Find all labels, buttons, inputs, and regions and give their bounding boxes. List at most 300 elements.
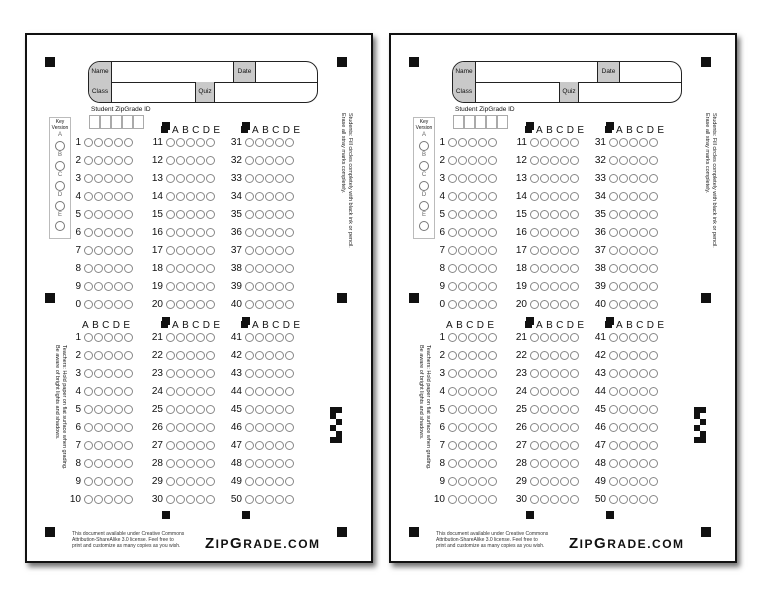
answer-bubble[interactable] (206, 228, 215, 237)
answer-bubble[interactable] (124, 138, 133, 147)
answer-bubble[interactable] (84, 246, 93, 255)
answer-bubble[interactable] (196, 351, 205, 360)
answer-bubble[interactable] (255, 264, 264, 273)
answer-bubble[interactable] (468, 174, 477, 183)
answer-bubble[interactable] (114, 459, 123, 468)
answer-bubble[interactable] (124, 264, 133, 273)
answer-bubble[interactable] (124, 495, 133, 504)
answer-bubble[interactable] (124, 246, 133, 255)
answer-bubble[interactable] (609, 210, 618, 219)
answer-bubble[interactable] (84, 459, 93, 468)
answer-bubble[interactable] (629, 282, 638, 291)
answer-bubble[interactable] (84, 495, 93, 504)
answer-bubble[interactable] (629, 351, 638, 360)
answer-bubble[interactable] (114, 387, 123, 396)
answer-bubble[interactable] (468, 351, 477, 360)
answer-bubble[interactable] (255, 282, 264, 291)
answer-bubble[interactable] (275, 300, 284, 309)
answer-bubble[interactable] (114, 441, 123, 450)
answer-bubble[interactable] (550, 369, 559, 378)
answer-bubble[interactable] (629, 441, 638, 450)
answer-bubble[interactable] (166, 441, 175, 450)
answer-bubble[interactable] (530, 138, 539, 147)
answer-bubble[interactable] (245, 459, 254, 468)
answer-bubble[interactable] (468, 282, 477, 291)
answer-bubble[interactable] (245, 156, 254, 165)
answer-bubble[interactable] (186, 210, 195, 219)
answer-bubble[interactable] (649, 423, 658, 432)
answer-bubble[interactable] (619, 264, 628, 273)
answer-bubble[interactable] (124, 477, 133, 486)
answer-bubble[interactable] (560, 405, 569, 414)
answer-bubble[interactable] (540, 477, 549, 486)
answer-bubble[interactable] (206, 156, 215, 165)
answer-bubble[interactable] (124, 387, 133, 396)
date-field[interactable] (619, 62, 681, 82)
answer-bubble[interactable] (124, 423, 133, 432)
answer-bubble[interactable] (639, 441, 648, 450)
answer-bubble[interactable] (265, 264, 274, 273)
answer-bubble[interactable] (530, 192, 539, 201)
answer-bubble[interactable] (124, 369, 133, 378)
answer-bubble[interactable] (609, 441, 618, 450)
answer-bubble[interactable] (176, 138, 185, 147)
answer-bubble[interactable] (540, 264, 549, 273)
answer-bubble[interactable] (649, 387, 658, 396)
answer-bubble[interactable] (206, 423, 215, 432)
answer-bubble[interactable] (629, 387, 638, 396)
answer-bubble[interactable] (609, 369, 618, 378)
answer-bubble[interactable] (94, 405, 103, 414)
answer-bubble[interactable] (275, 174, 284, 183)
answer-bubble[interactable] (124, 333, 133, 342)
answer-bubble[interactable] (104, 351, 113, 360)
answer-bubble[interactable] (114, 210, 123, 219)
answer-bubble[interactable] (639, 351, 648, 360)
answer-bubble[interactable] (245, 228, 254, 237)
answer-bubble[interactable] (196, 264, 205, 273)
answer-bubble[interactable] (196, 423, 205, 432)
answer-bubble[interactable] (245, 333, 254, 342)
answer-bubble[interactable] (124, 174, 133, 183)
key-version-bubble[interactable] (55, 201, 65, 211)
answer-bubble[interactable] (488, 333, 497, 342)
answer-bubble[interactable] (458, 369, 467, 378)
answer-bubble[interactable] (166, 210, 175, 219)
answer-bubble[interactable] (196, 282, 205, 291)
answer-bubble[interactable] (649, 174, 658, 183)
answer-bubble[interactable] (275, 477, 284, 486)
answer-bubble[interactable] (448, 156, 457, 165)
answer-bubble[interactable] (478, 228, 487, 237)
answer-bubble[interactable] (265, 138, 274, 147)
answer-bubble[interactable] (285, 405, 294, 414)
answer-bubble[interactable] (619, 174, 628, 183)
answer-bubble[interactable] (649, 282, 658, 291)
answer-bubble[interactable] (468, 477, 477, 486)
answer-bubble[interactable] (166, 333, 175, 342)
answer-bubble[interactable] (176, 405, 185, 414)
answer-bubble[interactable] (186, 192, 195, 201)
answer-bubble[interactable] (104, 174, 113, 183)
answer-bubble[interactable] (285, 333, 294, 342)
answer-bubble[interactable] (104, 387, 113, 396)
answer-bubble[interactable] (245, 192, 254, 201)
answer-bubble[interactable] (84, 228, 93, 237)
answer-bubble[interactable] (619, 405, 628, 414)
answer-bubble[interactable] (84, 156, 93, 165)
answer-bubble[interactable] (448, 174, 457, 183)
answer-bubble[interactable] (94, 174, 103, 183)
answer-bubble[interactable] (245, 138, 254, 147)
answer-bubble[interactable] (94, 246, 103, 255)
answer-bubble[interactable] (166, 351, 175, 360)
answer-bubble[interactable] (649, 192, 658, 201)
answer-bubble[interactable] (639, 369, 648, 378)
answer-bubble[interactable] (639, 228, 648, 237)
answer-bubble[interactable] (639, 459, 648, 468)
answer-bubble[interactable] (629, 156, 638, 165)
answer-bubble[interactable] (639, 156, 648, 165)
answer-bubble[interactable] (639, 210, 648, 219)
answer-bubble[interactable] (468, 387, 477, 396)
answer-bubble[interactable] (458, 495, 467, 504)
answer-bubble[interactable] (206, 477, 215, 486)
answer-bubble[interactable] (255, 459, 264, 468)
answer-bubble[interactable] (609, 246, 618, 255)
answer-bubble[interactable] (478, 246, 487, 255)
answer-bubble[interactable] (275, 441, 284, 450)
answer-bubble[interactable] (570, 156, 579, 165)
answer-bubble[interactable] (488, 459, 497, 468)
answer-bubble[interactable] (186, 495, 195, 504)
answer-bubble[interactable] (560, 228, 569, 237)
answer-bubble[interactable] (550, 210, 559, 219)
answer-bubble[interactable] (255, 138, 264, 147)
answer-bubble[interactable] (275, 387, 284, 396)
answer-bubble[interactable] (206, 210, 215, 219)
answer-bubble[interactable] (255, 156, 264, 165)
answer-bubble[interactable] (629, 333, 638, 342)
answer-bubble[interactable] (619, 228, 628, 237)
answer-bubble[interactable] (609, 387, 618, 396)
answer-bubble[interactable] (166, 459, 175, 468)
answer-bubble[interactable] (560, 351, 569, 360)
answer-bubble[interactable] (166, 282, 175, 291)
answer-bubble[interactable] (255, 405, 264, 414)
answer-bubble[interactable] (84, 282, 93, 291)
answer-bubble[interactable] (206, 264, 215, 273)
answer-bubble[interactable] (570, 192, 579, 201)
answer-bubble[interactable] (530, 264, 539, 273)
answer-bubble[interactable] (488, 246, 497, 255)
answer-bubble[interactable] (448, 264, 457, 273)
answer-bubble[interactable] (196, 387, 205, 396)
answer-bubble[interactable] (570, 246, 579, 255)
answer-bubble[interactable] (609, 282, 618, 291)
answer-bubble[interactable] (285, 174, 294, 183)
answer-bubble[interactable] (570, 138, 579, 147)
answer-bubble[interactable] (639, 300, 648, 309)
answer-bubble[interactable] (570, 369, 579, 378)
key-version-bubble[interactable] (419, 221, 429, 231)
answer-bubble[interactable] (550, 351, 559, 360)
answer-bubble[interactable] (550, 156, 559, 165)
answer-bubble[interactable] (639, 282, 648, 291)
answer-bubble[interactable] (468, 192, 477, 201)
answer-bubble[interactable] (124, 210, 133, 219)
answer-bubble[interactable] (166, 495, 175, 504)
answer-bubble[interactable] (124, 300, 133, 309)
answer-bubble[interactable] (458, 459, 467, 468)
answer-bubble[interactable] (478, 156, 487, 165)
answer-bubble[interactable] (196, 495, 205, 504)
answer-bubble[interactable] (245, 246, 254, 255)
answer-bubble[interactable] (478, 369, 487, 378)
answer-bubble[interactable] (176, 210, 185, 219)
answer-bubble[interactable] (166, 174, 175, 183)
answer-bubble[interactable] (285, 228, 294, 237)
answer-bubble[interactable] (619, 156, 628, 165)
answer-bubble[interactable] (265, 156, 274, 165)
student-id-box[interactable] (89, 115, 100, 129)
answer-bubble[interactable] (540, 441, 549, 450)
answer-bubble[interactable] (206, 351, 215, 360)
answer-bubble[interactable] (124, 405, 133, 414)
answer-bubble[interactable] (570, 423, 579, 432)
answer-bubble[interactable] (265, 300, 274, 309)
answer-bubble[interactable] (265, 333, 274, 342)
answer-bubble[interactable] (104, 210, 113, 219)
answer-bubble[interactable] (629, 477, 638, 486)
answer-bubble[interactable] (255, 441, 264, 450)
answer-bubble[interactable] (540, 495, 549, 504)
answer-bubble[interactable] (488, 300, 497, 309)
answer-bubble[interactable] (560, 156, 569, 165)
answer-bubble[interactable] (206, 300, 215, 309)
answer-bubble[interactable] (206, 387, 215, 396)
answer-bubble[interactable] (560, 441, 569, 450)
answer-bubble[interactable] (245, 495, 254, 504)
answer-bubble[interactable] (619, 495, 628, 504)
answer-bubble[interactable] (560, 282, 569, 291)
answer-bubble[interactable] (458, 423, 467, 432)
answer-bubble[interactable] (285, 423, 294, 432)
answer-bubble[interactable] (104, 495, 113, 504)
answer-bubble[interactable] (275, 264, 284, 273)
answer-bubble[interactable] (458, 174, 467, 183)
answer-bubble[interactable] (560, 495, 569, 504)
answer-bubble[interactable] (94, 477, 103, 486)
answer-bubble[interactable] (265, 351, 274, 360)
answer-bubble[interactable] (448, 369, 457, 378)
answer-bubble[interactable] (488, 387, 497, 396)
answer-bubble[interactable] (649, 459, 658, 468)
answer-bubble[interactable] (166, 477, 175, 486)
answer-bubble[interactable] (639, 264, 648, 273)
student-id-box[interactable] (100, 115, 111, 129)
answer-bubble[interactable] (639, 405, 648, 414)
answer-bubble[interactable] (448, 423, 457, 432)
answer-bubble[interactable] (550, 333, 559, 342)
answer-bubble[interactable] (619, 351, 628, 360)
student-id-box[interactable] (453, 115, 464, 129)
answer-bubble[interactable] (114, 192, 123, 201)
class-field[interactable] (476, 82, 558, 102)
answer-bubble[interactable] (186, 351, 195, 360)
answer-bubble[interactable] (206, 333, 215, 342)
answer-bubble[interactable] (609, 423, 618, 432)
answer-bubble[interactable] (275, 495, 284, 504)
answer-bubble[interactable] (84, 351, 93, 360)
answer-bubble[interactable] (285, 477, 294, 486)
name-field[interactable] (112, 62, 232, 82)
key-version-bubble[interactable] (419, 201, 429, 211)
answer-bubble[interactable] (609, 333, 618, 342)
answer-bubble[interactable] (540, 138, 549, 147)
answer-bubble[interactable] (570, 351, 579, 360)
answer-bubble[interactable] (530, 210, 539, 219)
answer-bubble[interactable] (166, 192, 175, 201)
answer-bubble[interactable] (114, 423, 123, 432)
answer-bubble[interactable] (104, 441, 113, 450)
answer-bubble[interactable] (488, 228, 497, 237)
answer-bubble[interactable] (285, 369, 294, 378)
answer-bubble[interactable] (488, 369, 497, 378)
answer-bubble[interactable] (540, 282, 549, 291)
answer-bubble[interactable] (94, 300, 103, 309)
answer-bubble[interactable] (530, 228, 539, 237)
answer-bubble[interactable] (550, 228, 559, 237)
answer-bubble[interactable] (206, 441, 215, 450)
answer-bubble[interactable] (245, 351, 254, 360)
answer-bubble[interactable] (619, 387, 628, 396)
answer-bubble[interactable] (176, 369, 185, 378)
answer-bubble[interactable] (275, 228, 284, 237)
answer-bubble[interactable] (275, 282, 284, 291)
answer-bubble[interactable] (245, 441, 254, 450)
answer-bubble[interactable] (530, 459, 539, 468)
answer-bubble[interactable] (255, 351, 264, 360)
answer-bubble[interactable] (196, 192, 205, 201)
answer-bubble[interactable] (94, 459, 103, 468)
answer-bubble[interactable] (196, 174, 205, 183)
answer-bubble[interactable] (94, 423, 103, 432)
quiz-field[interactable] (214, 82, 314, 102)
answer-bubble[interactable] (124, 192, 133, 201)
answer-bubble[interactable] (550, 282, 559, 291)
answer-bubble[interactable] (478, 405, 487, 414)
answer-bubble[interactable] (629, 423, 638, 432)
answer-bubble[interactable] (468, 210, 477, 219)
answer-bubble[interactable] (639, 174, 648, 183)
answer-bubble[interactable] (488, 156, 497, 165)
answer-bubble[interactable] (94, 495, 103, 504)
answer-bubble[interactable] (176, 423, 185, 432)
answer-bubble[interactable] (649, 156, 658, 165)
key-version-bubble[interactable] (55, 181, 65, 191)
answer-bubble[interactable] (265, 246, 274, 255)
answer-bubble[interactable] (478, 351, 487, 360)
answer-bubble[interactable] (176, 300, 185, 309)
answer-bubble[interactable] (166, 405, 175, 414)
answer-bubble[interactable] (285, 459, 294, 468)
answer-bubble[interactable] (609, 264, 618, 273)
answer-bubble[interactable] (478, 477, 487, 486)
answer-bubble[interactable] (530, 477, 539, 486)
answer-bubble[interactable] (639, 423, 648, 432)
answer-bubble[interactable] (560, 477, 569, 486)
key-version-bubble[interactable] (55, 161, 65, 171)
answer-bubble[interactable] (285, 351, 294, 360)
answer-bubble[interactable] (196, 246, 205, 255)
answer-bubble[interactable] (609, 192, 618, 201)
answer-bubble[interactable] (275, 192, 284, 201)
answer-bubble[interactable] (649, 210, 658, 219)
answer-bubble[interactable] (285, 246, 294, 255)
answer-bubble[interactable] (94, 192, 103, 201)
answer-bubble[interactable] (570, 495, 579, 504)
answer-bubble[interactable] (550, 246, 559, 255)
answer-bubble[interactable] (570, 228, 579, 237)
answer-bubble[interactable] (84, 405, 93, 414)
answer-bubble[interactable] (458, 138, 467, 147)
answer-bubble[interactable] (530, 369, 539, 378)
answer-bubble[interactable] (488, 405, 497, 414)
answer-bubble[interactable] (255, 192, 264, 201)
answer-bubble[interactable] (94, 333, 103, 342)
name-field[interactable] (476, 62, 596, 82)
answer-bubble[interactable] (550, 138, 559, 147)
answer-bubble[interactable] (550, 423, 559, 432)
answer-bubble[interactable] (458, 228, 467, 237)
answer-bubble[interactable] (468, 405, 477, 414)
answer-bubble[interactable] (488, 441, 497, 450)
answer-bubble[interactable] (84, 387, 93, 396)
answer-bubble[interactable] (639, 477, 648, 486)
student-id-box[interactable] (464, 115, 475, 129)
answer-bubble[interactable] (488, 138, 497, 147)
answer-bubble[interactable] (530, 495, 539, 504)
answer-bubble[interactable] (285, 300, 294, 309)
answer-bubble[interactable] (550, 300, 559, 309)
answer-bubble[interactable] (540, 192, 549, 201)
answer-bubble[interactable] (245, 387, 254, 396)
answer-bubble[interactable] (448, 246, 457, 255)
answer-bubble[interactable] (458, 405, 467, 414)
answer-bubble[interactable] (166, 387, 175, 396)
answer-bubble[interactable] (84, 174, 93, 183)
key-version-bubble[interactable] (419, 161, 429, 171)
answer-bubble[interactable] (649, 369, 658, 378)
answer-bubble[interactable] (186, 369, 195, 378)
answer-bubble[interactable] (629, 369, 638, 378)
answer-bubble[interactable] (196, 228, 205, 237)
answer-bubble[interactable] (468, 138, 477, 147)
answer-bubble[interactable] (255, 246, 264, 255)
answer-bubble[interactable] (275, 423, 284, 432)
answer-bubble[interactable] (104, 246, 113, 255)
answer-bubble[interactable] (114, 333, 123, 342)
answer-bubble[interactable] (448, 333, 457, 342)
answer-bubble[interactable] (84, 192, 93, 201)
answer-bubble[interactable] (550, 174, 559, 183)
answer-bubble[interactable] (114, 228, 123, 237)
answer-bubble[interactable] (530, 387, 539, 396)
answer-bubble[interactable] (609, 405, 618, 414)
answer-bubble[interactable] (448, 405, 457, 414)
answer-bubble[interactable] (458, 333, 467, 342)
